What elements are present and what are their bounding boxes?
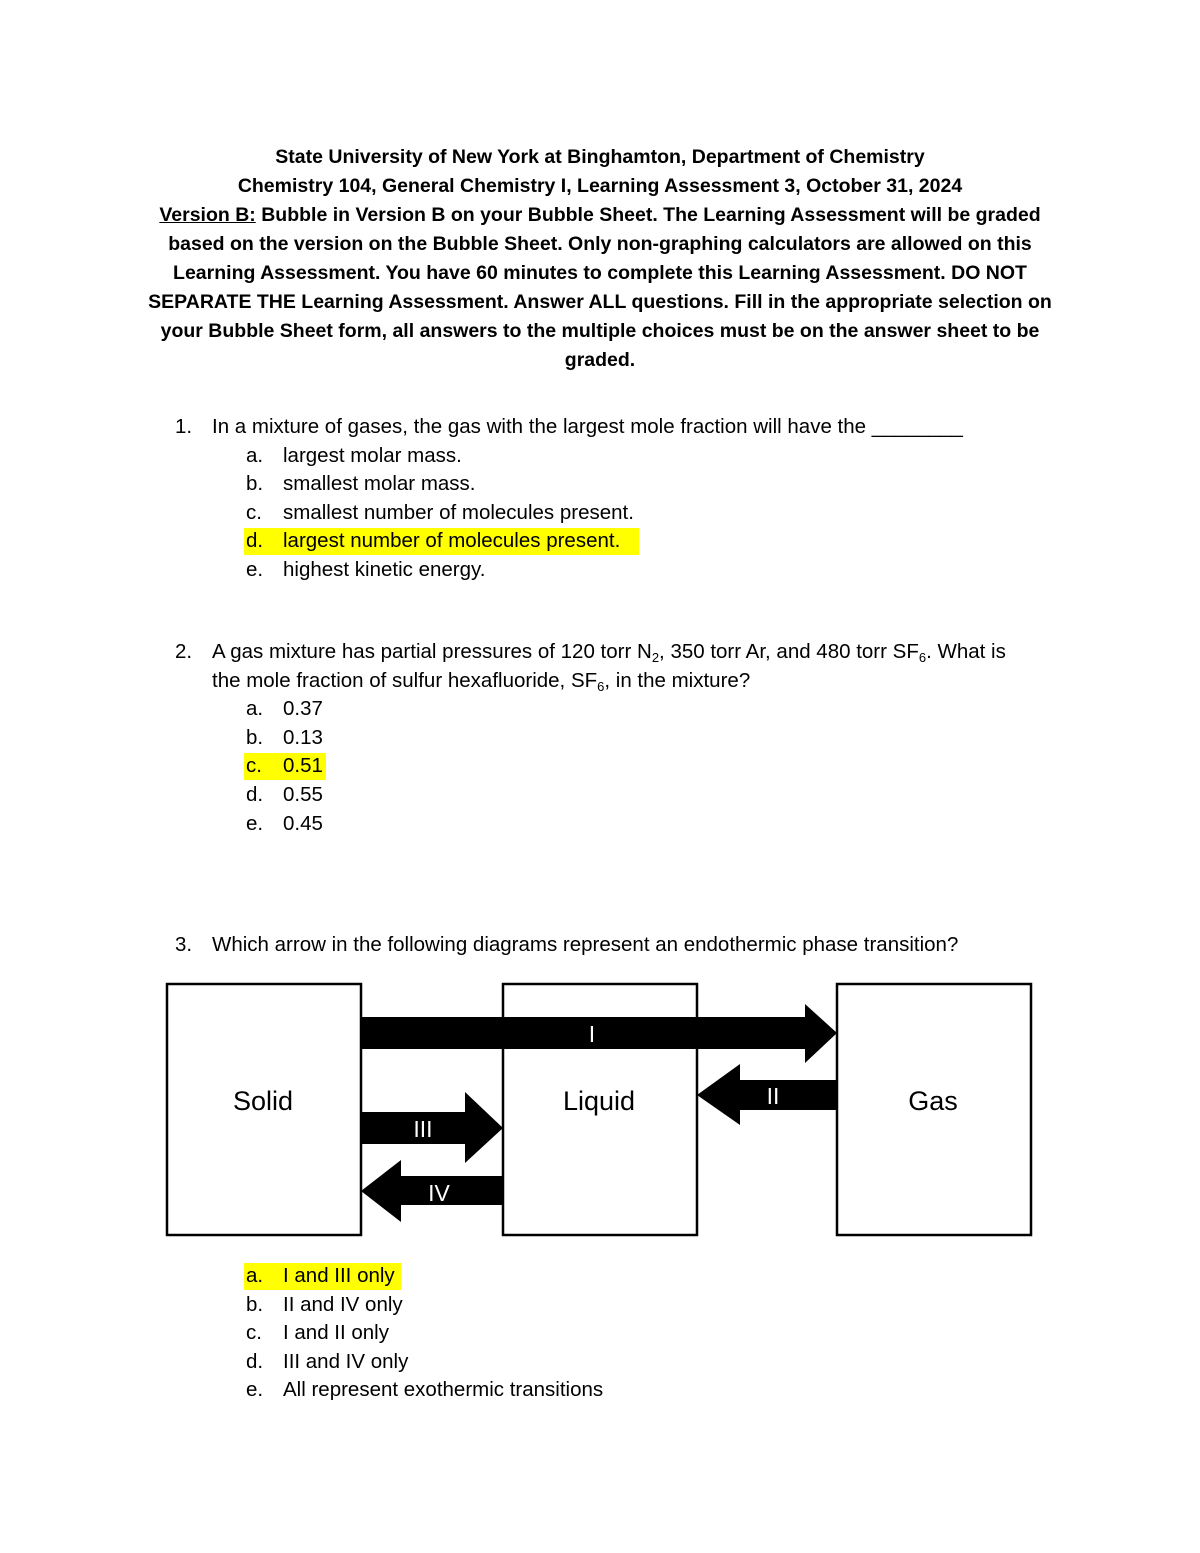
option-letter: c. [246, 754, 262, 778]
option-letter: d. [246, 529, 264, 553]
subscript: 2 [651, 650, 660, 665]
option-letter: b. [246, 725, 264, 749]
subscript: 6 [918, 650, 927, 665]
header-line-2: Chemistry 104, General Chemistry I, Learning Assessment 3, October 31, 2024 [237, 175, 963, 197]
option-b[interactable] [0, 470, 1200, 499]
option-text: 0.45 [283, 811, 323, 835]
gas-label: Gas [908, 1086, 958, 1116]
option-c-highlighted[interactable] [0, 752, 1200, 781]
subscript: 6 [597, 678, 605, 694]
option-text: 0.37 [283, 697, 323, 721]
option-letter: a. [246, 697, 264, 721]
option-a[interactable] [0, 442, 1200, 471]
question-text: Which arrow in the following diagrams represent an endothermic phase transition? [212, 933, 959, 956]
option-d[interactable] [0, 781, 1200, 810]
option-letter: c. [246, 500, 262, 524]
option-text: I and III only [283, 1264, 395, 1287]
option-letter: b. [246, 472, 264, 496]
question-number: 2. [175, 640, 193, 663]
option-c[interactable] [0, 1319, 1200, 1348]
arrow-I-label: I [588, 1021, 596, 1047]
option-text: largest number of molecules present. [283, 529, 621, 553]
question-text-line-2 [212, 667, 750, 696]
option-e[interactable] [0, 810, 1200, 839]
option-e[interactable] [0, 556, 1200, 585]
text-part: A gas mixture has partial pressures of 120 torr N [212, 640, 652, 663]
header-line-1: State University of New York at Binghamton, Department of Chemistry [275, 146, 925, 168]
question-3-options [0, 1262, 1200, 1405]
option-c[interactable] [0, 499, 1200, 528]
text-part: . What is [926, 640, 1006, 663]
exam-header [140, 143, 1060, 375]
option-letter: a. [246, 1264, 264, 1287]
option-text: I and II only [283, 1321, 389, 1345]
option-text: II and IV only [283, 1292, 403, 1316]
option-a-highlighted[interactable] [0, 1262, 1200, 1291]
option-text: 0.51 [283, 754, 323, 778]
solid-label: Solid [232, 1086, 294, 1116]
option-letter: e. [246, 811, 264, 835]
option-text: highest kinetic energy. [283, 557, 486, 581]
question-1 [0, 413, 1200, 585]
question-text [212, 638, 1006, 667]
option-text: smallest molar mass. [283, 472, 476, 496]
option-text: 0.55 [283, 782, 323, 806]
option-d[interactable] [0, 1348, 1200, 1377]
arrow-III-label: III [413, 1116, 433, 1142]
instructions-text: Bubble in Version B on your Bubble Sheet. The Learning Assessment will be graded based on the version on the Bubble Sheet. Only non-graphing calculators are allowed on this Learning Assessment. You have 60 minutes to complete this Learning Assessment. DO NOT SEPARATE THE Learning Assessment. Answer ALL questions. Fill in the appropriate selection on your Bubble Sheet form, all answers to the multiple choices must be on the answer sheet to be graded. [148, 204, 1052, 371]
option-e[interactable] [0, 1376, 1200, 1405]
question-3 [0, 931, 1200, 960]
header-instructions [140, 201, 1060, 375]
option-letter: e. [246, 557, 264, 581]
option-b[interactable] [0, 1291, 1200, 1320]
option-letter: d. [246, 1349, 264, 1373]
option-b[interactable] [0, 724, 1200, 753]
text-part: the mole fraction of sulfur hexafluoride, SF [212, 668, 598, 692]
question-text: In a mixture of gases, the gas with the largest mole fraction will have the ________ [212, 415, 963, 438]
option-d-highlighted[interactable] [0, 527, 1200, 556]
text-part: , in the mixture? [604, 668, 751, 692]
option-text: III and IV only [283, 1349, 409, 1373]
phase-transition-diagram [165, 982, 1035, 1238]
option-letter: a. [246, 443, 264, 467]
liquid-label: Liquid [562, 1086, 636, 1116]
option-letter: e. [246, 1378, 264, 1402]
version-label: Version B: [159, 204, 256, 226]
option-text: largest molar mass. [283, 443, 462, 467]
option-letter: b. [246, 1292, 264, 1316]
text-part: , 350 torr Ar, and 480 torr SF [659, 640, 919, 663]
question-number: 1. [175, 415, 193, 438]
option-a[interactable] [0, 695, 1200, 724]
option-text: smallest number of molecules present. [283, 500, 634, 524]
question-2 [0, 638, 1200, 838]
option-text: All represent exothermic transitions [283, 1378, 604, 1402]
arrow-II-label: II [766, 1083, 780, 1109]
option-letter: c. [246, 1321, 262, 1345]
question-number: 3. [175, 933, 193, 956]
arrow-IV-label: IV [428, 1180, 450, 1206]
option-letter: d. [246, 782, 264, 806]
option-text: 0.13 [283, 725, 323, 749]
